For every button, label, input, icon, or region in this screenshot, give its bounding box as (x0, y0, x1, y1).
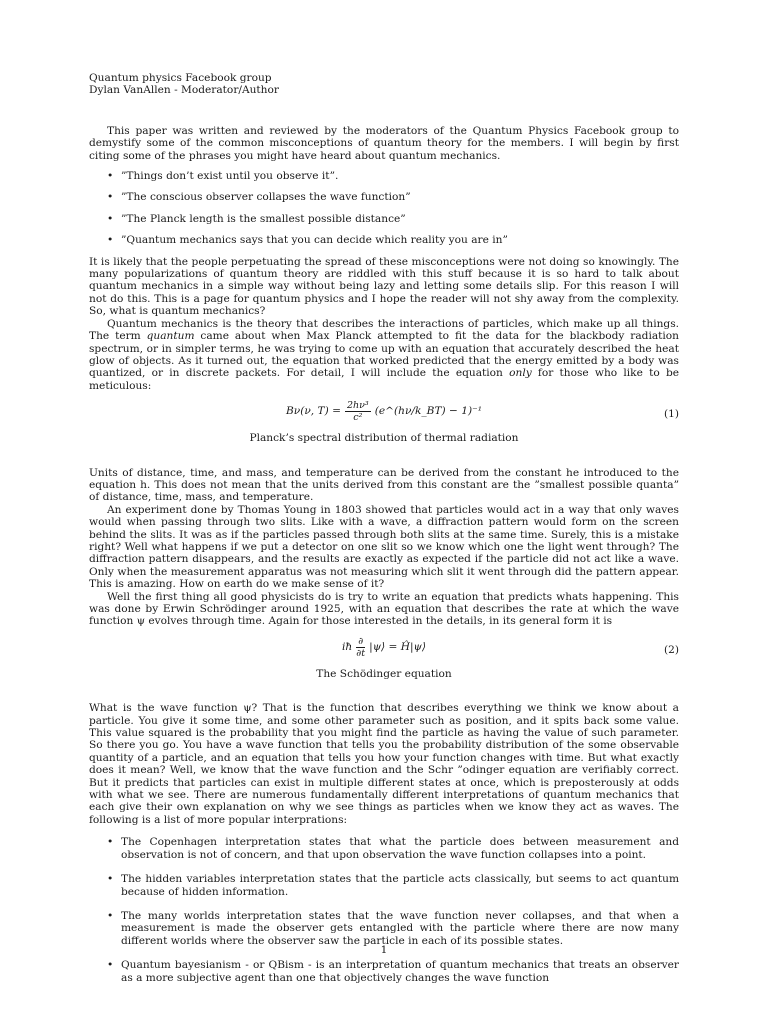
misconceptions-list (89, 170, 679, 247)
eq1-rhs: (e^(hν/k_BT) − 1)⁻¹ (374, 405, 482, 418)
paragraph-5: Well the first thing all good physicists do is try to write an equation that predicts whats happening. This was done by Erwin Schrödinger around 1925, with an equation that describes the rate at which the wave function ψ evolves through time. Again for those interested in the details, in its general form it is (89, 590, 679, 628)
paragraph-6: What is the wave function ψ? That is the function that describes everything we think we know about a particle. You give it some time, and some other parameter such as position, and it spits back some value. This value squared is the probability that you might find the particle as having the value of such parameter. So there you go. You have a wave function that tells you the probability distribution of the some observable quantity of a particle, and an equation that tells you how your function changes with time. But what exactly does it mean? Well, we know that the wave function and the Schr ”odinger equation are verifiably correct. But it predicts that particles can exist in multiple different states at once, which is preposterously at odds with what we see. There are numerous fundamentally different interpretations of quantum mechanics that each give their own explanation on why we see things as particles when we know they act as waves. The following is a list of more popular interprations: (89, 702, 679, 826)
list-item: • ”The conscious observer collapses the wave function” (121, 191, 679, 203)
eq1-lhs: Bν(ν, T) = (285, 405, 341, 418)
schrodinger-equation (89, 636, 679, 666)
list-item: • The many worlds interpretation states that the wave function never collapses, and that when a measurement is made the observer gets entangled with the particle where there are now many different worlds where the observer saw the particle in each of its possible states. (121, 910, 679, 947)
eq2-prefix: iħ (341, 641, 353, 654)
list-item: • ”Things don’t exist until you observe it”. (121, 170, 679, 182)
list-item: • ”Quantum mechanics says that you can decide which reality you are in” (121, 234, 679, 246)
eq2-rhs: |ψ⟩ = Ĥ|ψ⟩ (369, 641, 426, 654)
equation-caption: Planck’s spectral distribution of thermal radiation (249, 432, 519, 445)
author-line: Dylan VanAllen - Moderator/Author (89, 84, 279, 97)
list-item: • ”The Planck length is the smallest possible distance” (121, 213, 679, 225)
equation-number: (2) (663, 643, 679, 656)
planck-equation (89, 400, 679, 430)
list-item: • The Copenhagen interpretation states that what the particle does between measurement and observation is not of concern, and that upon observation the wave function collapses into a point. (121, 836, 679, 861)
intro-paragraph: This paper was written and reviewed by the moderators of the Quantum Physics Facebook group to demystify some of the common misconceptions of quantum theory for the members. I will begin by first citing some of the phrases you might have heard about quantum mechanics. (89, 124, 679, 162)
interpretations-list (89, 836, 679, 984)
page-number: 1 (380, 944, 388, 956)
eq1-fraction: $\frac{\text{2hν³}}{\text{c²}}$ (346, 400, 369, 424)
group-name: Quantum physics Facebook group (89, 72, 272, 84)
paragraph-4: An experiment done by Thomas Young in 1803 showed that particles would act in a way that only waves would when passing through two slits. Like with a wave, a diffraction pattern would form on the screen behind the slits. It was as if the particles passed through both slits at the same time. Surely, this is a mistake right? Well what happens if we put a detector on one slit so we know which one the light went through? The diffraction pattern disappears, and the results are exactly as expected if the particle did not act like a wave. Only when the measurement apparatus was not measuring which slit it went through did the pattern appear. This is amazing. How on earth do we make sense of it? (89, 503, 679, 591)
equation-caption: The Schödinger equation (316, 667, 452, 680)
list-item: • Quantum bayesianism - or QBism - is an interpretation of quantum mechanics that treats an observer as a more subjective agent than one that objectively changes the wave function (121, 959, 679, 984)
author-header (89, 72, 679, 97)
paragraph-2: Quantum mechanics is the theory that describes the interactions of particles, which make up all things. The term quantum came about when Max Planck attempted to fit the data for the blackbody radiation spectrum, or in simpler terms, he was trying to come up with an equation that accurately described the heat glow of objects. As it turned out, the equation that worked predicted that the energy emitted by a body was quantized, or in discrete packets. For detail, I will include the equation only for those who like to be meticulous: (89, 317, 680, 392)
paragraph-1: It is likely that the people perpetuating the spread of these misconceptions were not doing so knowingly. The many popularizations of quantum theory are riddled with this stuff because it is so hard to talk about quantum mechanics in a simple way without being lazy and letting some details slip. For this reason I will not do this. This is a page for quantum physics and I hope the reader will not shy away from the complexity. So, what is quantum mechanics? (89, 255, 679, 318)
list-item: • The hidden variables interpretation states that the particle acts classically, but seems to act quantum because of hidden information. (121, 873, 679, 898)
eq2-fraction: $\frac{\partial}{\partial t}$ (356, 635, 366, 659)
paper-page (89, 70, 679, 996)
paragraph-3: Units of distance, time, and mass, and temperature can be derived from the constant he introduced to the equation h. This does not mean that the units derived from this constant are the ”smallest possible quanta” of distance, time, mass, and temperature. (89, 466, 679, 504)
equation-number: (1) (663, 408, 679, 421)
